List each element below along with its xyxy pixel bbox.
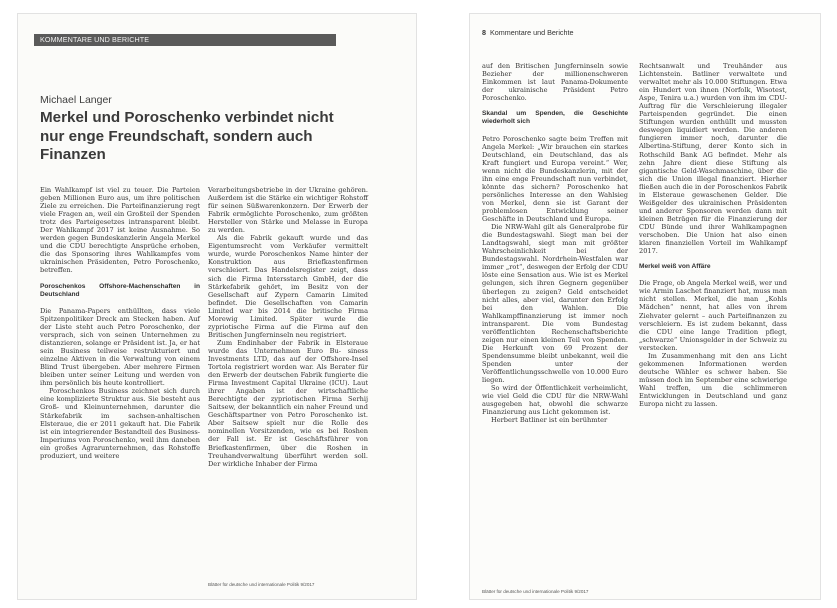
body-paragraph: Im Zusammenhang mit den ans Licht gekommenen Informationen werden deutsche Wähler es schwer haben. Sie müssen doch im September eine schwierige Wahl treffen, um die schlimmeren Entwicklungen in Deutschland und ganz Europa nicht zu lassen. [639,351,787,409]
running-head-title: Kommentare und Berichte [490,28,574,37]
section-spacer [40,299,200,307]
author-name: Michael Langer [40,94,112,106]
section-band: KOMMENTARE UND BERICHTE [34,34,336,46]
body-paragraph: Herbert Batliner ist ein berühmter [491,416,608,425]
right-page [470,14,820,599]
page-footer: Blätter für deutsche und internationale Politik 9/2017 [482,589,589,594]
body-paragraph: So wird der Öffentlichkeit verheimlicht, wie viel Geld die CDU für die NRW-Wahl ausgegeben hat, obwohl die schwarze Finanzierung aus Licht gekommen ist. [482,384,628,417]
body-paragraph: Poroschenkos Business zeichnet sich durch eine komplizierte Struktur aus. Sie besteht aus Groß- und Kleinunternehmen, darunter die Stärkefabrik im sachsen-anhaltischen Elsteraue, die er 2011 gekauft hat. Die Fabrik ist ein integrierender Bestandteil des Business-Imperiums von Poroschenko, weil ihm daneben ein großes Agrarunternehmen, das Rohstoffe produziert, und weitere [40,387,200,460]
section-spacer [639,255,787,263]
section-subheading: Merkel weiß von Affäre [639,263,711,271]
body-paragraph: Rechtsanwalt und Treuhänder aus Lichtenstein. Batliner verwaltete und verwaltet mehr als 10.000 Stiftungen. Etwa ein Hundert von ihnen (Norfolk, Wisotest, Aspe, Tenira u.a.) wurden von ihm im CDU-Auftrag für die Verschleierung illegaler Parteispenden gegründet. Die einen Stiftungen wurden enthüllt und mussten deswegen liquidiert werden. Die anderen fungieren immer noch, darunter die Albertina-Stiftung, derer Konto sich in Rothschild Bank AG befindet. Mehr als zehn Jahre dient diese Stiftung als gigantische Geld-Waschmaschine, über die sich die Union illegal finanziert. Hierher fließen auch die in der Poroschenkos Fabrik in Elsteraue gewaschenen Gelder. Die Weißgelder des ukrainischen Präsidenten und anderer Sponsoren werden dann mit kleinen Beträgen für die Finanzierung der CDU Bünde und ihrer Wahlkampagnen verschoben. Die Union hat also einen klaren finanziellen Vorteil im Wahlkampf 2017. [639,62,787,256]
section-subheading: Poroschenkos Offshore-Machenschaften in Deutschland [40,282,200,298]
body-paragraph: auf den Britischen Jungferninseln sowie Bezieher der millionenschweren Einkommen ist laut Panama-Dokumente der ukrainische Präsident Petro Poroschenko. [482,62,628,103]
body-paragraph: Die NRW-Wahl gilt als Generalprobe für die Bundestagswahl. Siegt man bei der Landtagswahl, siegt man mit größter Wahrscheinlichkeit bei der Bundestagswahl. Nordrhein-Westfalen war immer „rot“, deswegen der Erfolg der CDU löste eine Sensation aus. Wie ist es Merkel gelungen, sich ihren Gegnern gegenüber überlegen zu zeigen? Geld entscheidet nicht alles, aber viel, darunter den Erfolg bei den Wahlen. Die Wahlkampffinanzierung ist immer noch intransparent. Die vom Bundestag veröffentlichten Rechenschaftsberichte zeigen nur einen kleinen Teil von Spenden. Die Herkunft von 69 Prozent der Spendensumme bleibt unbekannt, weil die Spenden unter der Veröffentlichungsschwelle von 10.000 Euro liegen. [482,223,628,385]
body-paragraph: Petro Poroschenko sagte beim Treffen mit Angela Merkel: „Wir brauchen ein starkes Deutschland, ein Deutschland, das als Kraft fungiert und Europa vereint.“ Wer, wenn nicht die Bundeskanzlerin, mit der ihn eine enge Freundschaft nun verbindet, könnte das sichern? Poroschenko hat persönliches Interesse an den Wahlsieg von Merkel, denn sie ist Garant der problemlosen Entwicklung seiner Geschäfte in Deutschland und Europa. [482,134,628,224]
right-column-1 [482,62,628,424]
left-column-2 [208,186,368,468]
left-column-1 [40,186,200,460]
article-title: Merkel und Poroschenko verbindet nicht nur enge Freundschaft, sondern auch Finanzen [40,109,334,164]
body-paragraph: Verarbeitungsbetriebe in der Ukraine gehören. Außerdem ist die Stärke ein wichtiger Rohstoff für seinen Süßwarenkonzern. Der Erwerb der Fabrik ermöglichte Poroschenko, zum größten Hersteller von Stärke und Melasse in Europa zu werden. [208,186,368,235]
right-column-2 [639,62,787,408]
section-spacer [40,275,200,283]
body-paragraph: Die Panama-Papers enthüllten, dass viele Spitzenpolitiker Dreck am Stecken haben. Auf der Liste steht auch Petro Poroschenko, der versprach, sich von seinen Unternehmen zu distanzieren, solange er Präsident ist. Ja, er hat sein Business teilweise restrukturiert und einzelne Aktiven in die Verwaltung von einem Blind Trust übergeben. Aber mehrere Firmen bleiben unter seiner Leitung und werden von ihm persönlich bis heute kontrolliert. [40,306,200,388]
left-page [18,14,416,599]
section-spacer [639,271,787,279]
section-spacer [482,127,628,135]
body-paragraph: Die Frage, ob Angela Merkel weiß, wer und wie Armin Laschet finanziert hat, muss man nicht stellen. Merkel, die man „Kohls Mädchen“ nennt, hat alles von ihrem Ziehvater gelernt – auch Parteifinanzen zu verschleiern. Es ist zudem bekannt, dass die CDU eine lange Tradition pflegt, „schwarze“ Unionsgelder in der Schweiz zu verstecken. [639,279,787,352]
section-subheading: Skandal um Spenden, die Geschichte wiederholt sich [482,110,628,126]
body-paragraph: Zum Endinhaber der Fabrik in Elsteraue wurde das Unternehmen Euro Bu- siness Investments LTD, das auf der Offshore-Insel Tortola registriert worden war. Als Berater für den Erwerb der deutschen Fabrik fungierte die Firma Investment Capital Ukraine (ICU). Laut ihrer Angaben ist der wirtschaftliche Berechtigte der zypriotischen Firma Serhij Saitsew, der bekanntlich ein naher Freund und Geschäftspartner von Petro Poroschenko ist. Aber Saitsew spielt nur die Rolle des nominellen Vorsitzenden, wie es bei Roshen der Fall ist. Er ist Geschäftsführer von Briefkastenfirmen, über die Roshen in Treuhandverwaltung überführt werden soll. Der wirkliche Inhaber der Firma [208,338,368,468]
body-paragraph: Als die Fabrik gekauft wurde und das Eigentumsrecht vom Verkäufer vermittelt wurde, wurde Poroschenkos Name hinter der Konstruktion aus Briefkastenfirmen verschleiert. Das Handelsregister zeigt, dass sich die Firma Intersstarch GmbH, der die Stärkefabrik gehört, im Besitz von der Gesellschaft auf Zypern Camarin Limited befindet. Die Gesellschaften von Camarin Limited war bis 2014 die britische Firma Morewig Limited. Später wurde die zypriotische Firma auf die Firma auf den Britischen Jungferninseln neu registriert. [208,234,368,339]
body-paragraph: Ein Wahlkampf ist viel zu teuer. Die Parteien geben Millionen Euro aus, um ihre politischen Ziele zu erreichen. Die Parteifinanzierung regt viele Fragen an, weil ein Großteil der Spenden trotz des Parteigesetzes intransparent bleibt. Der Wahlkampf 2017 ist keine Ausnahme. So werden gegen Bundeskanzlerin Angela Merkel und die CDU berechtigte Ansprüche erhoben, die das Sponsoring ihres Wahlkampfes vom ukrainischen Präsidenten, Petro Poroschenko, betreffen. [40,186,200,275]
page-number: 8 [482,28,486,37]
page-footer: Blätter für deutsche und internationale Politik 9/2017 [208,582,315,587]
running-head [482,28,574,37]
section-spacer [482,102,628,110]
